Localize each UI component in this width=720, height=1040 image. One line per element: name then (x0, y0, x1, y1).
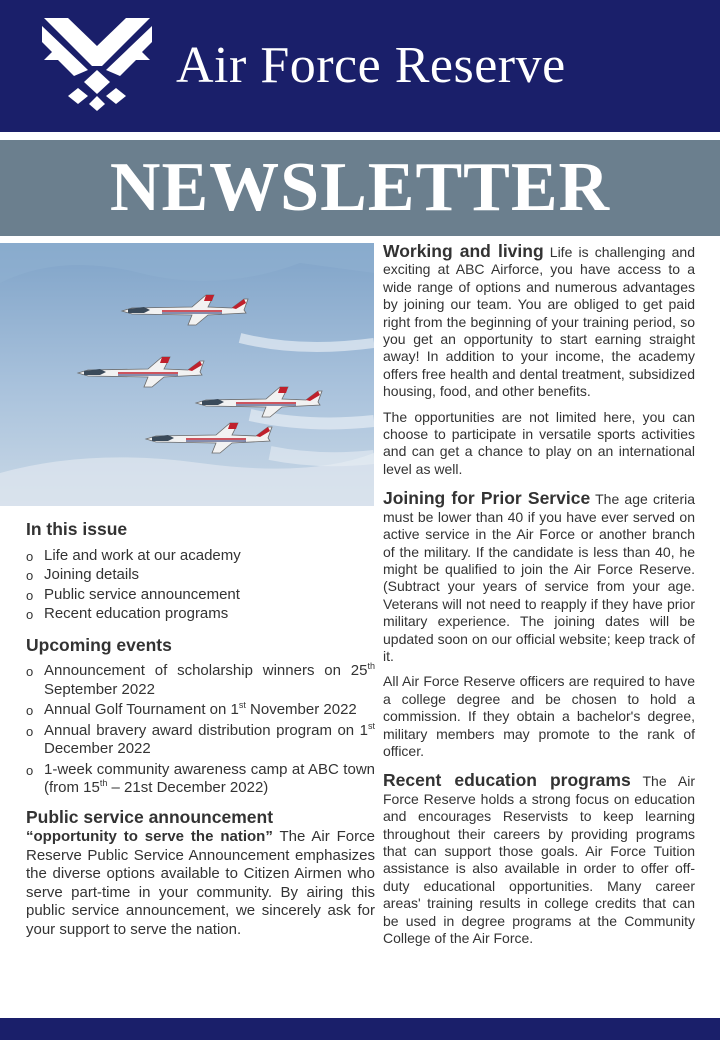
list-item: o Recent education programs (26, 605, 375, 624)
working-section (383, 243, 695, 401)
list-item: o Announcement of scholarship winners on 25th September 2022 (26, 662, 375, 699)
working-title: Working and living (383, 241, 544, 261)
joining-para-2: All Air Force Reserve officers are required to have a college degree and be chosen to hold a commission. If they obtain a bachelor's degree, military members may promote to the rank of officer. (383, 673, 695, 759)
events-list (26, 662, 375, 798)
left-column (26, 520, 375, 939)
working-text: Life is challenging and exciting at ABC Airforce, you have access to a wide range of options and numerous advantages by joining our team. You are obliged to get paid right from the beginning of your training period, so you get an opportunity to start earning straight away! In addition to your income, the academy offers free health and dental treatment, subsidized housing, food, and other benefits. (383, 244, 696, 400)
header-band (0, 0, 720, 132)
title-band (0, 140, 720, 236)
air-force-wings-icon (38, 12, 156, 112)
psa-text: The Air Force Reserve Public Service Announcement emphasizes the diverse options available to Citizen Airmen who serve part-time in your community. By airing this public service announcement, we sincerely ask for your support to serve the nation. (26, 828, 375, 938)
list-item: o Life and work at our academy (26, 547, 375, 566)
joining-title: Joining for Prior Service (383, 488, 591, 509)
list-item: o Annual bravery award distribution program on 1st December 2022 (26, 722, 375, 759)
upcoming-events-heading: Upcoming events (26, 634, 172, 655)
list-item: o Joining details (26, 566, 375, 585)
right-column (383, 243, 695, 955)
jets-formation-photo (0, 243, 374, 506)
psa-section (26, 808, 375, 940)
issue-list (26, 547, 375, 624)
list-item: o Annual Golf Tournament on 1st November 2022 (26, 701, 375, 720)
education-title: Recent education programs (383, 770, 631, 791)
education-text: The Air Force Reserve holds a strong focus on education and encourages Reservists to keep learning throughout their careers by providing programs that can support those goals. Air Force Tuition assistance is also available in order to offer off-duty educational opportunities. Many career areas' training results in college credits that can be used in degree programs at the Community College of the Air Force. (383, 773, 695, 947)
newsletter-title: NEWSLETTER (109, 149, 611, 226)
psa-subtitle: “opportunity to serve the nation” (26, 828, 273, 845)
joining-text: The age criteria must be lower than 40 if you have ever served on active service in the Air Force or another branch of the military. If the candidate is less than 40, he might be qualified to join the Air Force Reserve. (Subtract your years of service from your age. Veterans will not need to reapply if they have prior military experience. The joining dates will be updated soon on our official website; keep track of it. (383, 491, 695, 664)
footer-band (0, 1018, 720, 1040)
list-item: o Public service announcement (26, 586, 375, 605)
education-section (383, 772, 695, 947)
list-item: o 1-week community awareness camp at ABC town (from 15th – 21st December 2022) (26, 761, 375, 798)
brand-name: Air Force Reserve (176, 37, 566, 94)
psa-title: Public service announcement (26, 806, 274, 827)
in-this-issue-heading: In this issue (26, 519, 128, 539)
joining-section (383, 490, 695, 665)
working-para-2: The opportunities are not limited here, you can choose to participate in versatile sports activities and can get a chance to play on an international level as well. (383, 408, 695, 477)
